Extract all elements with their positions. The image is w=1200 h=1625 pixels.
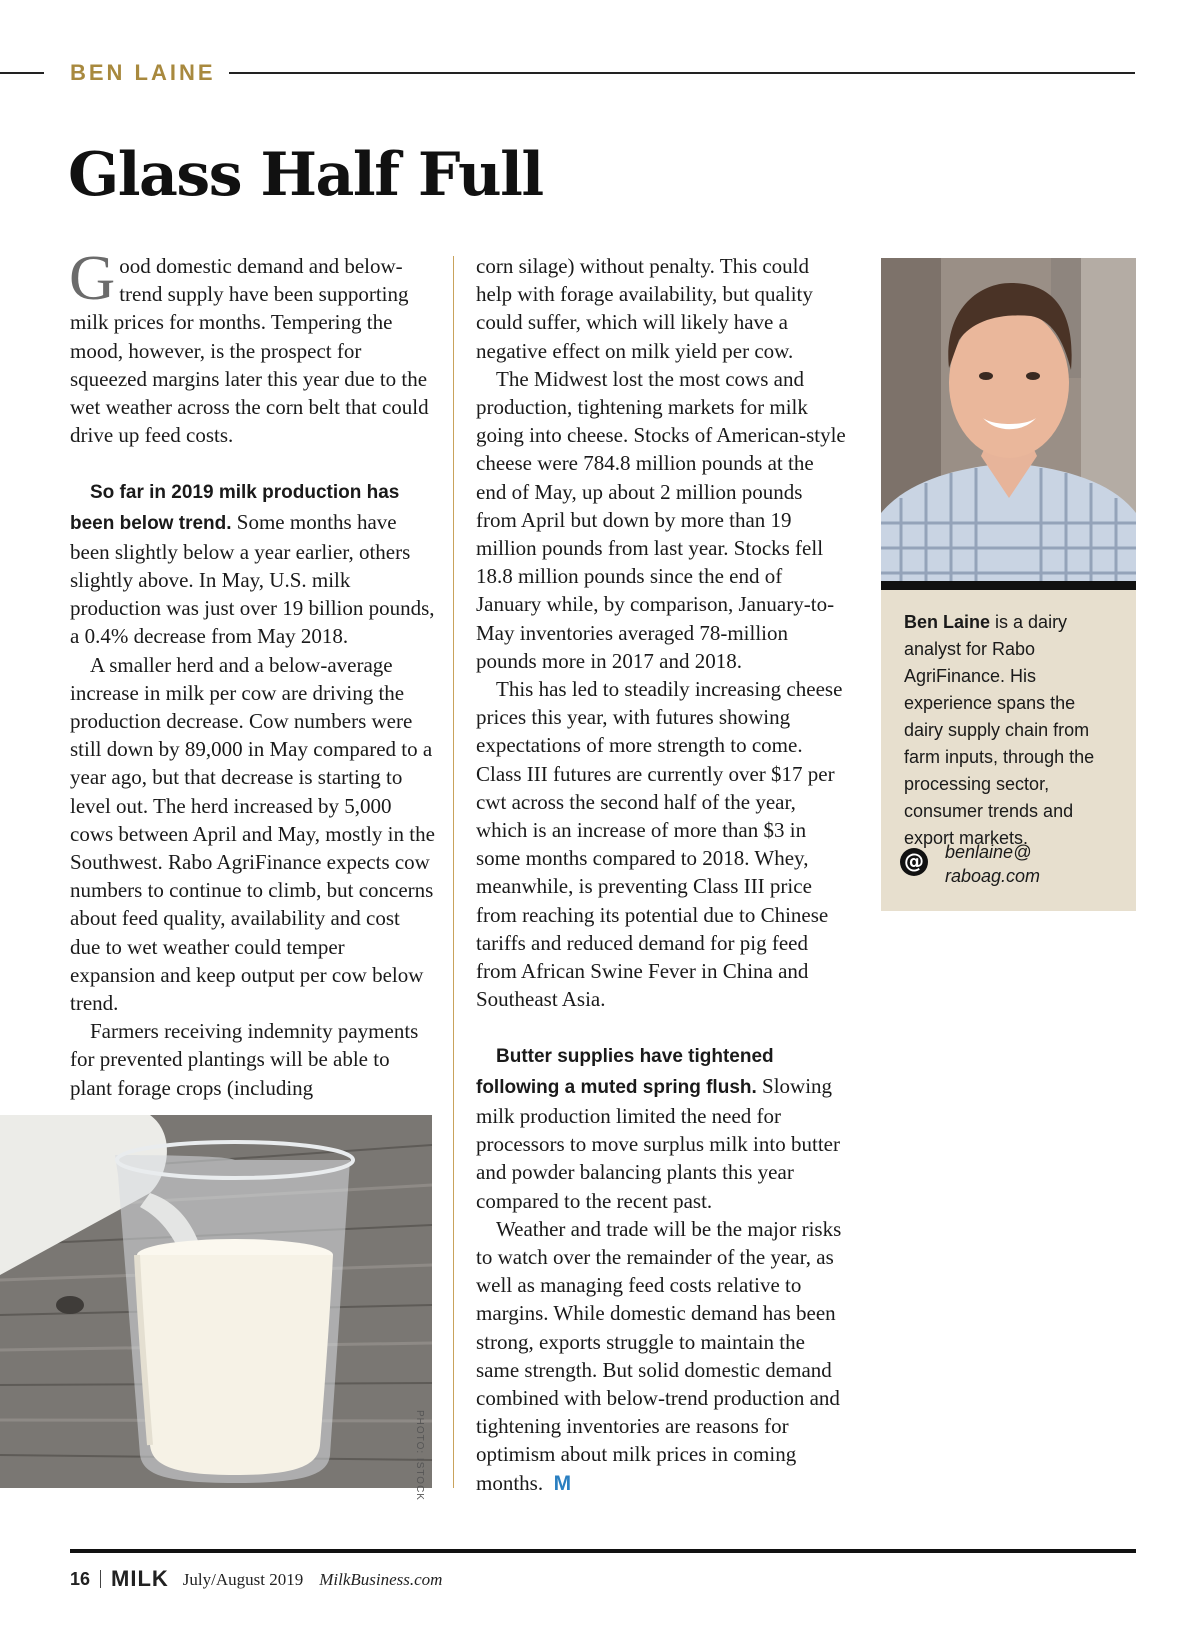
author-headshot — [881, 258, 1136, 583]
headshot-rule — [881, 581, 1136, 590]
column-divider — [453, 256, 454, 1488]
paragraph-text: Weather and trade will be the major risks to watch over the remainder of the year, as well as managing feed costs relative to margins. While domestic demand has been strong, exports struggle to maintain the same strength. But solid domestic demand combined with below-trend production and tightening inventories are reasons for optimism about milk prices in coming months. — [476, 1216, 842, 1495]
article-column-1 — [69, 242, 435, 1102]
header-rule-left — [0, 72, 44, 74]
article-headline: Glass Half Full — [68, 140, 543, 210]
issue-date: July/August 2019 — [182, 1570, 304, 1589]
section-lead: So far in 2019 milk production has been below trend. — [70, 482, 400, 534]
end-mark-icon: M — [553, 1471, 572, 1495]
email-line: benlaine@ — [945, 842, 1032, 862]
paragraph-text: Slowing milk production limited the need for processors to move surplus milk into butter and powder balancing plants this year compared to the recent past. — [476, 1073, 840, 1213]
header-rule-right — [229, 72, 1135, 74]
footer-rule — [70, 1549, 1136, 1553]
author-bio-box — [881, 258, 1136, 911]
author-kicker: BEN LAINE — [70, 60, 216, 85]
footer-separator — [100, 1570, 101, 1588]
drop-cap: G — [69, 242, 116, 313]
website-link[interactable]: MilkBusiness.com — [319, 1570, 443, 1589]
paragraph-production — [70, 477, 435, 650]
page-footer — [70, 1566, 442, 1592]
paragraph-cheese-prices: This has led to steadily increasing cheese prices this year, with futures showing expectations of more strength to come. Class III futures are currently over $17 per cwt across the second half of the year, which is an increase of more than $3 in some months compared to 2018. Whey, meanwhile, is preventing Class III price from reaching its potential due to Chinese tariffs and reduced demand for pig feed from African Swine Fever in China and Southeast Asia. — [476, 677, 843, 1012]
paragraph-text: ood domestic demand and below-trend supply have been supporting milk prices for months. Tempering the mood, however, is the prospect for squeezed margins later this year due to the wet weather across the corn belt that could drive up feed costs. — [70, 254, 429, 448]
milk-glass-illustration — [0, 1115, 432, 1488]
paragraph-midwest: The Midwest lost the most cows and production, tightening markets for milk going into cheese. Stocks of American-style cheese were 784.8 million pounds at the end of May, up about 2 million pounds from April but down by more than 19 million pounds from last year. Stocks fell 18.8 million pounds since the end of January while, by comparison, January-to-May inventories averaged 78-million pounds more in 2017 and 2018. — [476, 366, 846, 673]
article-column-2 — [476, 252, 846, 1498]
paragraph-indemnity: Farmers receiving indemnity payments for prevented plantings will be able to plant forage crops (including — [70, 1019, 419, 1100]
paragraph-herd: A smaller herd and a below-average increase in milk per cow are driving the production decrease. Cow numbers were still down by 89,000 in May compared to a year ago, but that decrease is starting to level out. The herd increased by 5,000 cows between April and May, mostly in the Southwest. Rabo AgriFinance expects cow numbers to continue to climb, but concerns about feed quality, availability and cost due to wet weather could temper expansion and keep output per cow below trend. — [70, 652, 435, 1016]
paragraph-intro — [69, 242, 435, 449]
author-email-link[interactable] — [945, 840, 1095, 888]
paragraph-text: Some months have been slightly below a year earlier, others slightly above. In May, U.S. milk production was just over 19 billion pounds, a 0.4% decrease from May 2018. — [70, 509, 435, 649]
at-sign-icon: @ — [900, 848, 928, 876]
author-portrait-illustration — [881, 258, 1136, 583]
section-lead: Butter supplies have tightened following a muted spring flush. — [476, 1046, 774, 1098]
paragraph-outlook — [476, 1215, 846, 1498]
photo-credit: PHOTO: ISTOCK — [414, 1410, 425, 1501]
bio-description: is a dairy analyst for Rabo AgriFinance. His experience spans the dairy supply chain from farm inputs, through the processing sector, consumer trends and export markets. — [904, 612, 1095, 848]
email-line: raboag.com — [945, 866, 1041, 886]
paragraph-butter — [476, 1041, 846, 1214]
milk-logo: MILK — [111, 1566, 169, 1591]
author-bio-text — [904, 609, 1119, 852]
page-number: 16 — [70, 1569, 91, 1589]
author-name: Ben Laine — [904, 612, 991, 632]
paragraph-forage: corn silage) without penalty. This could help with forage availability, but quality could suffer, which will likely have a negative effect on milk yield per cow. — [476, 254, 813, 363]
milk-pouring-photo — [0, 1115, 432, 1488]
